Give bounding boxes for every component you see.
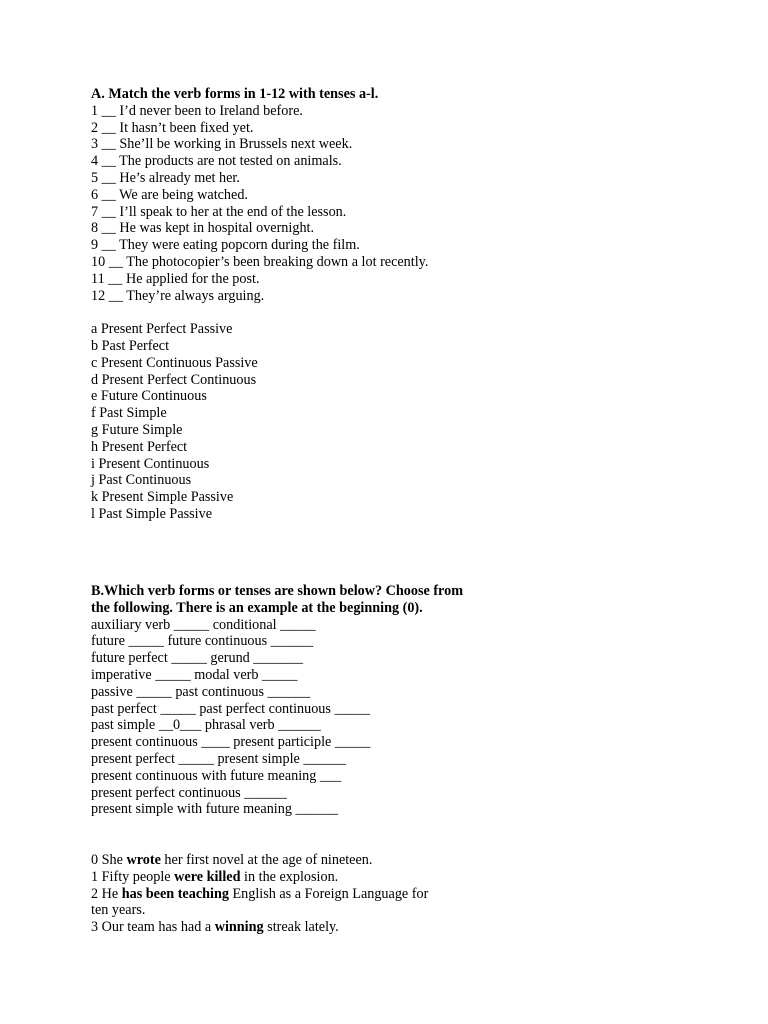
tense-d: d Present Perfect Continuous — [91, 371, 257, 388]
section-b — [91, 583, 521, 818]
item-12: 12 __ They’re always arguing. — [91, 287, 265, 304]
sentence-3-pre: 3 Our team has had a — [91, 919, 215, 936]
section-b-heading-line-2: the following. There is an example at the beginning (0). — [91, 599, 423, 616]
item-1: 1 __ I’d never been to Ireland before. — [91, 102, 303, 119]
sentence-1-post: in the explosion. — [240, 868, 339, 885]
tense-i: i Present Continuous — [91, 455, 210, 472]
sentence-2 — [91, 886, 521, 903]
section-c-sentences — [91, 852, 521, 936]
sentence-0 — [91, 852, 521, 869]
option-line-3: future perfect _____ gerund _______ — [91, 650, 303, 667]
sentence-0-post: her first novel at the age of nineteen. — [160, 852, 373, 868]
tense-l: l Past Simple Passive — [91, 505, 212, 522]
tense-a: a Present Perfect Passive — [91, 321, 233, 338]
item-6: 6 __ We are being watched. — [91, 186, 248, 203]
tense-e: e Future Continuous — [91, 388, 207, 405]
sentence-2-pre: 2 He — [91, 885, 122, 902]
item-4: 4 __ The products are not tested on animals. — [91, 153, 342, 170]
item-3: 3 __ She’ll be working in Brussels next week. — [91, 136, 353, 153]
item-5: 5 __ He’s already met her. — [91, 169, 240, 186]
sentence-3-post: streak lately. — [263, 919, 339, 936]
section-a-heading: A. Match the verb forms in 1-12 with tenses a-l. — [91, 86, 379, 102]
option-line-9: present perfect _____ present simple ______ — [91, 750, 346, 767]
tense-j: j Past Continuous — [91, 472, 192, 489]
tense-b: b Past Perfect — [91, 337, 170, 354]
sentence-1-verb: were killed — [174, 868, 241, 885]
option-line-5: passive _____ past continuous ______ — [91, 683, 311, 700]
tense-c: c Present Continuous Passive — [91, 354, 258, 371]
sentence-1 — [91, 869, 521, 886]
item-10: 10 __ The photocopier’s been breaking down a lot recently. — [91, 253, 429, 270]
item-7: 7 __ I’ll speak to her at the end of the lesson. — [91, 203, 347, 220]
option-line-12: present simple with future meaning ______ — [91, 801, 339, 818]
sentence-3 — [91, 919, 521, 936]
option-line-6: past perfect _____ past perfect continuous _____ — [91, 700, 370, 717]
tense-g: g Future Simple — [91, 421, 183, 438]
option-line-1: auxiliary verb _____ conditional _____ — [91, 616, 316, 633]
sentence-0-pre: 0 She — [91, 852, 127, 868]
option-line-7: past simple __0___ phrasal verb ______ — [91, 717, 321, 734]
tense-f: f Past Simple — [91, 405, 167, 422]
sentence-3-word: winning — [214, 919, 264, 936]
option-line-4: imperative _____ modal verb _____ — [91, 666, 298, 683]
section-b-heading-line-1: B.Which verb forms or tenses are shown below? Choose from — [91, 583, 464, 599]
sentence-1-pre: 1 Fifty people — [91, 868, 175, 885]
sentence-2-continuation: ten years. — [91, 902, 146, 919]
option-line-8: present continuous ____ present participle _____ — [91, 734, 371, 751]
item-9: 9 __ They were eating popcorn during the film. — [91, 237, 360, 254]
item-8: 8 __ He was kept in hospital overnight. — [91, 220, 315, 237]
option-line-2: future _____ future continuous ______ — [91, 633, 314, 650]
sentence-2-verb: has been teaching — [121, 885, 229, 902]
tense-h: h Present Perfect — [91, 438, 188, 455]
sentence-2-post: English as a Foreign Language for — [228, 885, 429, 902]
sentence-0-verb: wrote — [126, 852, 161, 868]
option-line-11: present perfect continuous ______ — [91, 784, 287, 801]
section-a — [91, 86, 511, 523]
item-11: 11 __ He applied for the post. — [91, 270, 260, 287]
tense-k: k Present Simple Passive — [91, 489, 234, 506]
item-2: 2 __ It hasn’t been fixed yet. — [91, 119, 254, 136]
option-line-10: present continuous with future meaning ___ — [91, 767, 342, 784]
